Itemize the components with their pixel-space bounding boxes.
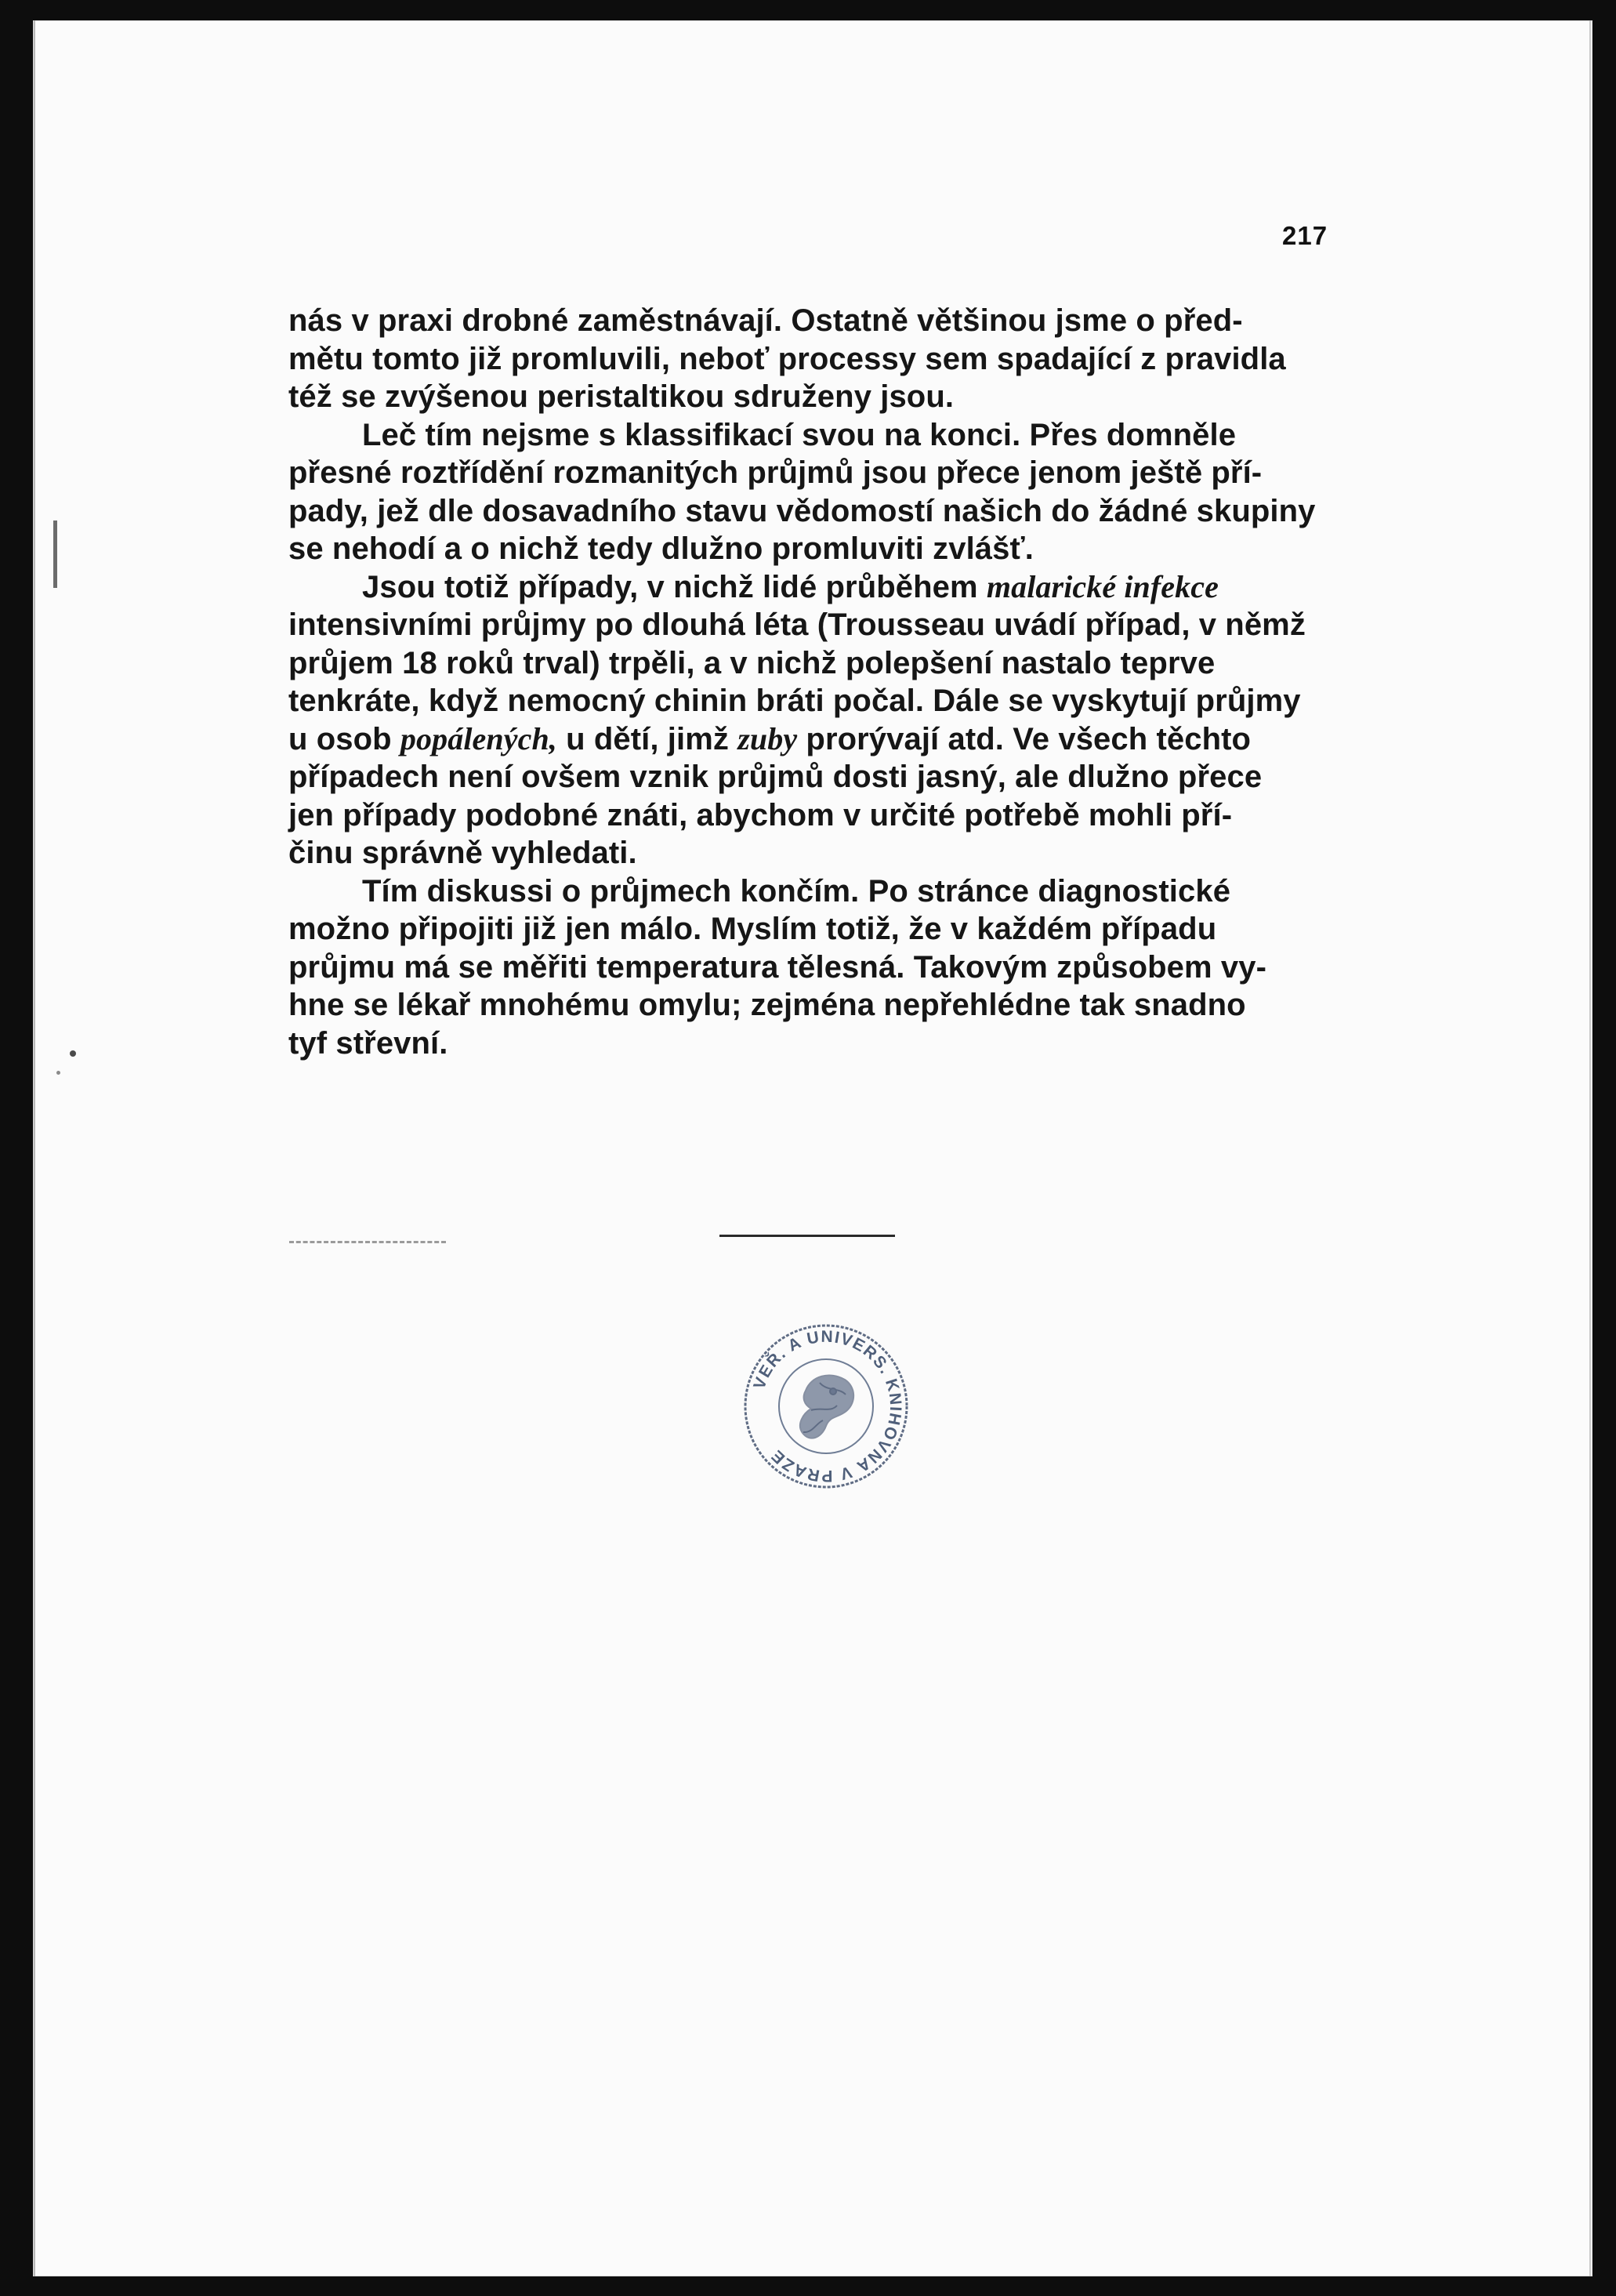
text-line: intensivními průjmy po dlouhá léta (Trousseau uvádí případ, v němž: [288, 608, 1306, 642]
text-line: tyf střevní.: [288, 1025, 448, 1061]
stamp-text: VEŘ. A UNIVERS. KNIHOVNA V PRAZE: [750, 1327, 905, 1485]
paragraph-malaria: [288, 568, 1331, 872]
document-page: [33, 20, 1592, 2276]
text-line: Jsou totiž případy, v nichž lidé průběhem: [362, 569, 978, 604]
paragraph-classification: [288, 416, 1331, 568]
italic-term-teeth: zuby: [737, 720, 798, 756]
body-text: [288, 302, 1331, 1062]
text-line: tenkráte, když nemocný chinin bráti počal. Dále se vyskytují průjmy: [288, 684, 1301, 718]
stamp-lion-emblem: [800, 1376, 853, 1438]
italic-term-malaria: malarické infekce: [986, 568, 1219, 604]
text-line: možno připojiti již jen málo. Myslím totiž, že v každém případu: [288, 912, 1217, 946]
text-line: prorývají atd. Ve všech těchto: [806, 721, 1252, 756]
left-margin-mark: [53, 520, 57, 588]
text-line: též se zvýšenou peristaltikou sdruženy jsou.: [288, 379, 955, 414]
text-line: činu správně vyhledati.: [288, 836, 637, 870]
text-line: průjmu má se měřiti temperatura tělesná. Takovým způsobem vy-: [288, 949, 1266, 985]
paragraph-diagnosis: [288, 872, 1331, 1063]
left-margin-dot: [70, 1050, 76, 1057]
section-divider: [719, 1235, 895, 1237]
right-page-edge-line: [1589, 20, 1591, 2276]
text-line: hne se lékař mnohému omylu; zejména nepřehlédne tak snadno: [288, 988, 1246, 1022]
left-margin-dot-small: [56, 1071, 60, 1075]
text-line: u osob: [288, 721, 392, 756]
text-line: Tím diskussi o průjmech končím. Po stránce diagnostické: [362, 873, 1231, 909]
page-number: 217: [1282, 221, 1328, 250]
library-stamp: [738, 1318, 914, 1494]
text-line: u dětí, jimž: [566, 721, 729, 756]
text-line: mětu tomto již promluvili, neboť processy sem spadající z pravidla: [288, 341, 1286, 376]
text-line: pady, jež dle dosavadního stavu vědomostí našich do žádné skupiny: [288, 493, 1316, 528]
text-line: případech není ovšem vznik průjmů dosti jasný, ale dlužno přece: [288, 760, 1263, 794]
text-line: Leč tím nejsme s klassifikací svou na konci. Přes domněle: [362, 417, 1237, 452]
text-line: přesné roztřídění rozmanitých průjmů jsou přece jenom ještě pří-: [288, 455, 1263, 490]
faint-dashed-rule: [289, 1241, 446, 1243]
paragraph-continuation: [288, 302, 1331, 416]
text-line: průjem 18 roků trval) trpěli, a v nichž polepšení nastalo teprve: [288, 645, 1216, 680]
text-line: jen případy podobné znáti, abychom v určité potřebě mohli pří-: [288, 797, 1233, 832]
text-line: se nehodí a o nichž tedy dlužno promluviti zvlášť.: [288, 531, 1034, 566]
left-page-edge-line: [34, 20, 35, 2276]
italic-term-burns: popálených,: [400, 720, 557, 756]
text-line: nás v praxi drobné zaměstnávají. Ostatně většinou jsme o před-: [288, 303, 1243, 338]
